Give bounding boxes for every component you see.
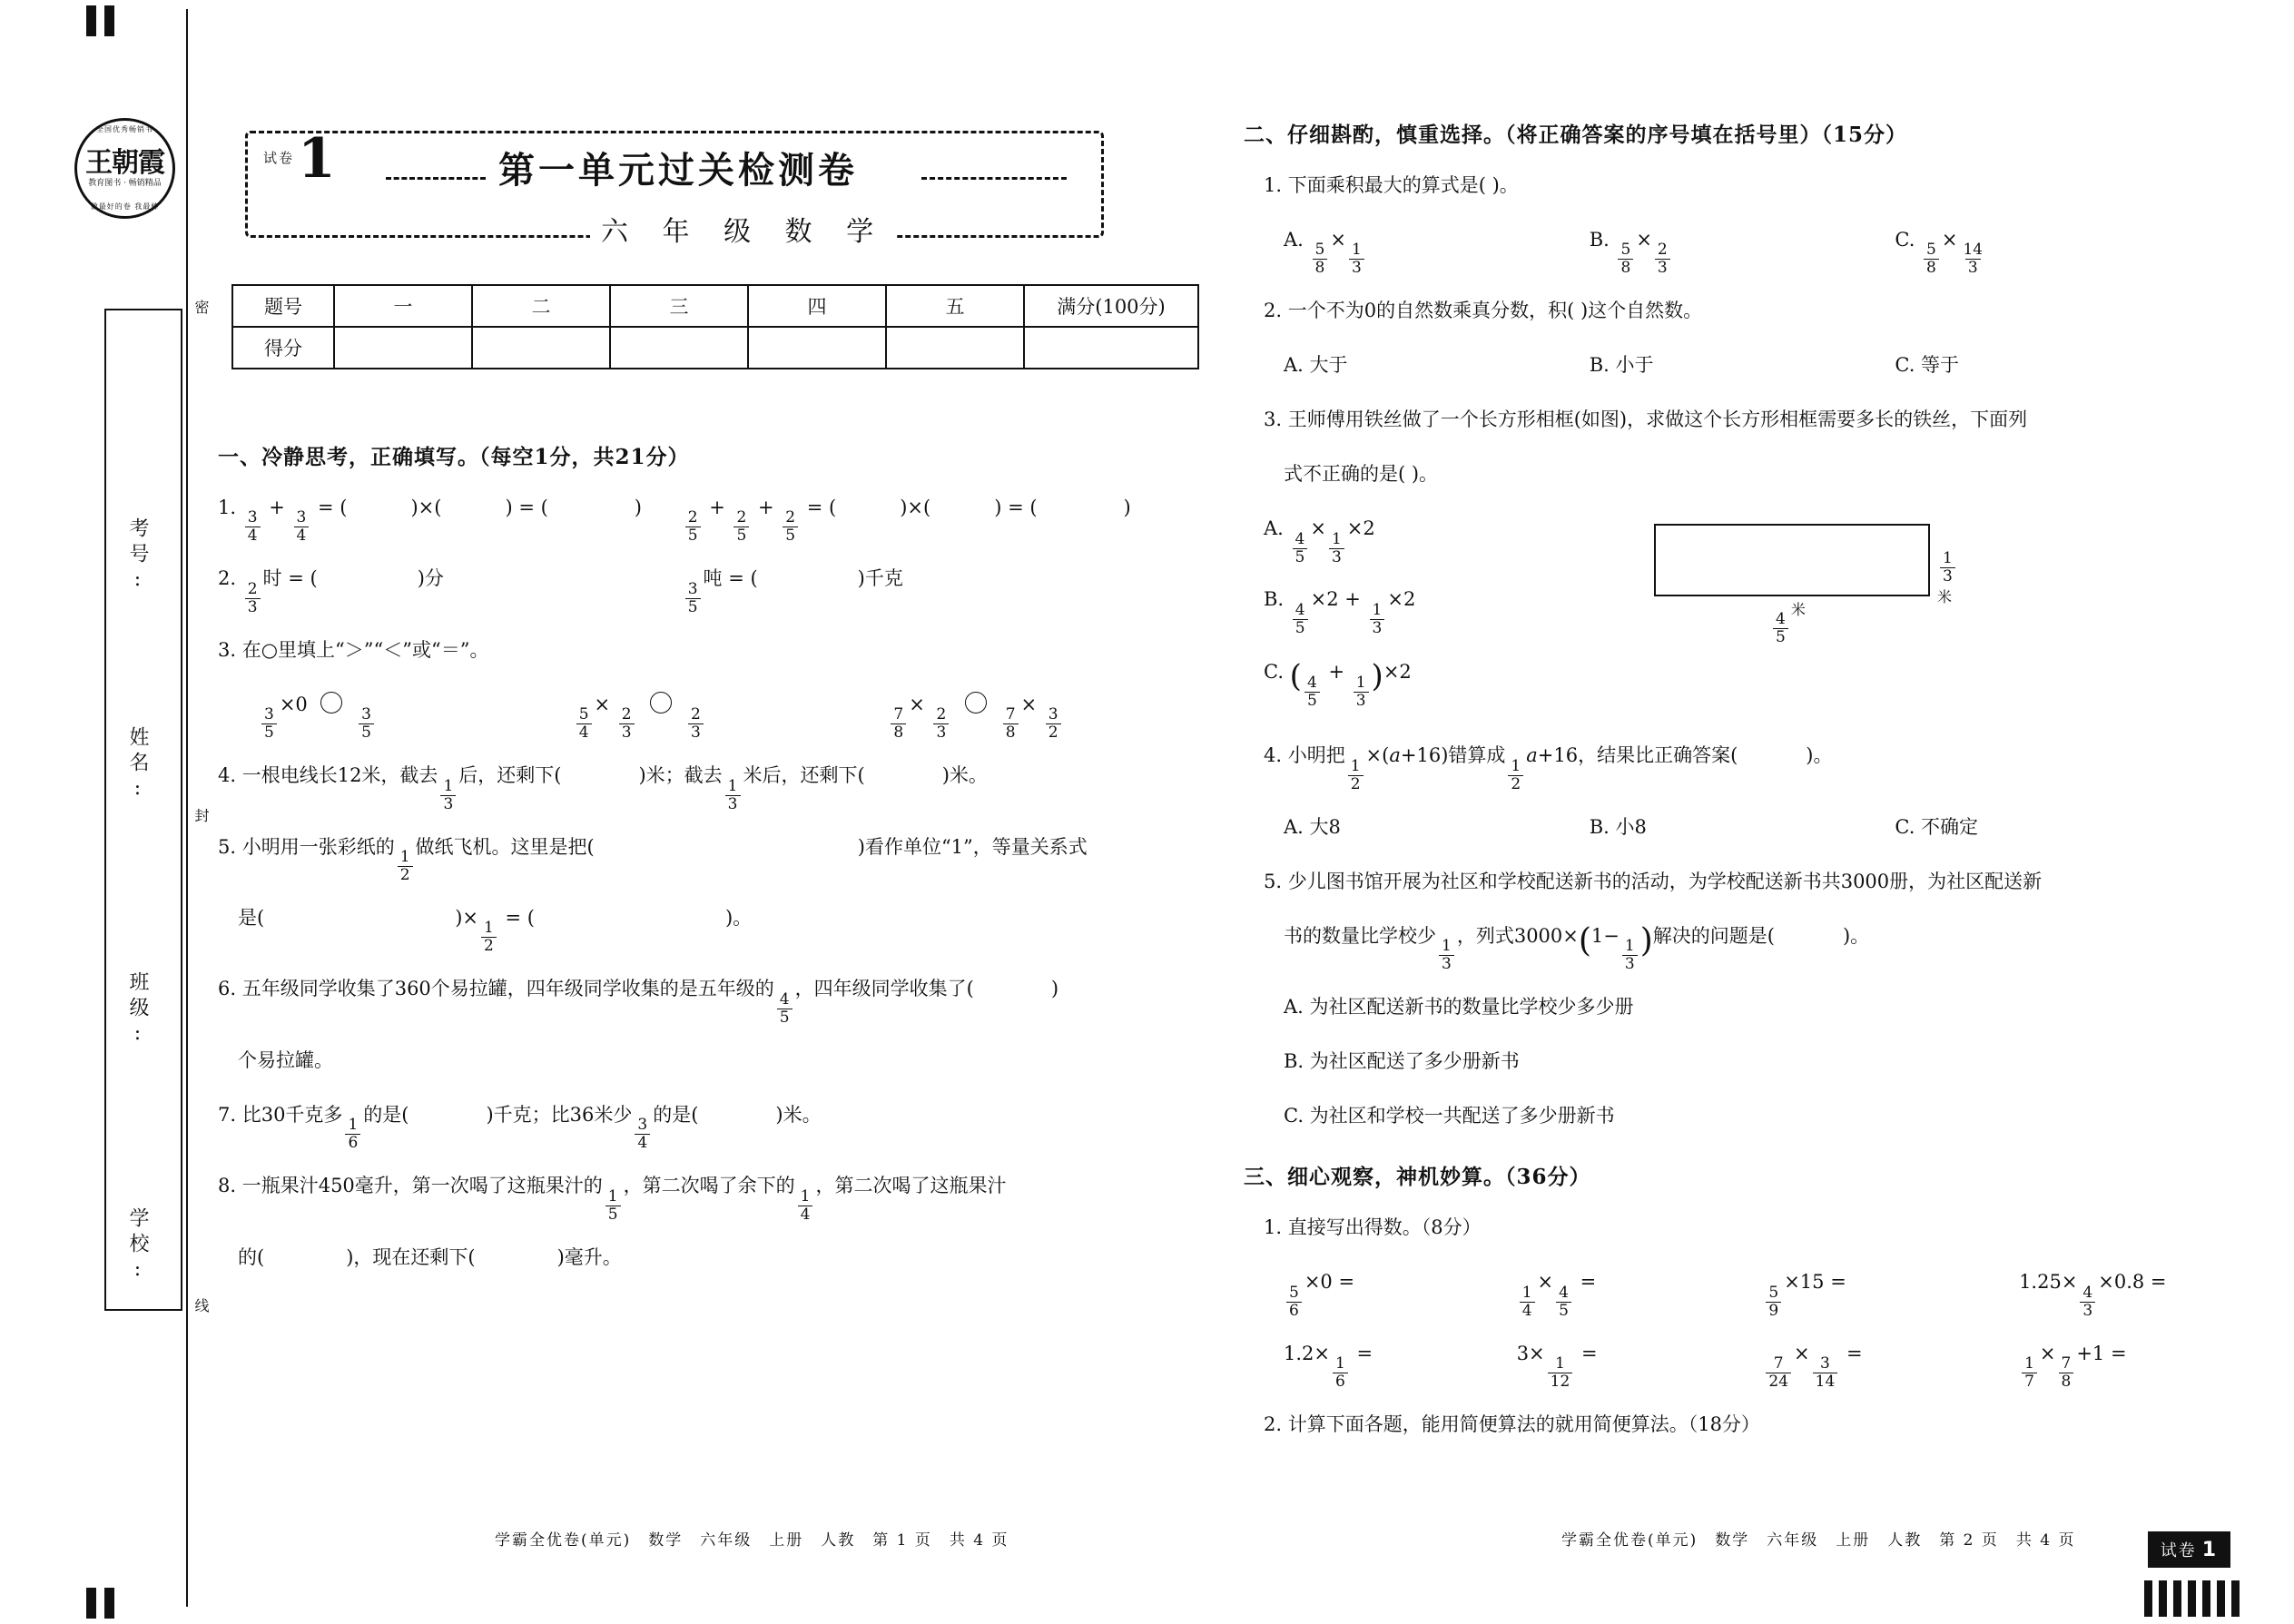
score-row-label: 得分 [232, 327, 334, 369]
page-subtitle: 六 年 级 数 学 [590, 209, 897, 249]
score-header-label: 题号 [232, 285, 334, 327]
s3-row2: 1.2× $\frac{1}{6}$ = 3× $\frac{1}{12}$ = $\frac{7}{24}$ × $\frac{3}{14}$ = $\frac{1}{7}$ × $\frac{7}{8}$ +1 = [1284, 1342, 2127, 1391]
s2-q2-opt-b: B. 小于 [1589, 354, 1654, 377]
s2-q2: 2. 一个不为0的自然数乘真分数，积( )这个自然数。 [1264, 300, 1703, 322]
s2-q4: 4. 小明把 $\frac{1}{2}$ ×(a+16)错算成 $\frac{1}{2}$ a+16，结果比正确答案( )。 [1264, 744, 1833, 793]
s2-q2-opt-a: A. 大于 [1284, 354, 1348, 377]
s1-q6-line1: 6. 五年级同学收集了360个易拉罐，四年级同学收集的是五年级的 $\frac{4}{5}$ ，四年级同学收集了( ) [218, 978, 1059, 1027]
page-tag-number: 1 [2201, 1539, 2218, 1561]
score-header-3: 三 [610, 285, 748, 327]
s1-q5-line2: 是( )× $\frac{1}{2}$ = ( )。 [238, 907, 753, 956]
section-multiple-choice [1244, 118, 2242, 1458]
field-exam-number: 考号: [126, 517, 149, 596]
table-row [232, 285, 1198, 327]
s1-q8-line1: 8. 一瓶果汁450毫升，第一次喝了这瓶果汁的 $\frac{1}{5}$ ，第二次喝了余下的 $\frac{1}{4}$ ，第二次喝了这瓶果汁 [218, 1175, 1007, 1224]
field-school: 学校: [126, 1207, 149, 1286]
s2-q1: 1. 下面乘积最大的算式是( )。 [1264, 174, 1519, 196]
score-header-4: 四 [748, 285, 886, 327]
info-fields-box [104, 309, 182, 1311]
score-header-total: 满分(100分) [1024, 285, 1198, 327]
s1-q5-line1: 5. 小明用一张彩纸的 $\frac{1}{2}$ 做纸飞机。这里是把( )看作单位“1”，等量关系式 [218, 835, 1088, 884]
footer-left: 学霸全优卷(单元) 数学 六年级 上册 人教 第 1 页 共 4 页 [495, 1531, 1009, 1550]
s2-q5-opt-c: C. 为社区和学校一共配送了多少册新书 [1284, 1105, 1615, 1127]
badge-number: 1 [298, 127, 336, 191]
s2-q5-opt-a: A. 为社区配送新书的数量比学校少多少册 [1284, 996, 1634, 1019]
s2-q5-line1: 5. 少儿图书馆开展为社区和学校配送新书的活动，为学校配送新书共3000册，为社区配送新 [1264, 870, 2043, 892]
s2-q4-opt-b: B. 小8 [1589, 815, 1647, 838]
logo-top-text: 全国优秀畅销书 [96, 125, 153, 133]
s3-row1: $\frac{5}{6}$ ×0 = $\frac{1}{4}$ × $\frac{4}{5}$ = $\frac{5}{9}$ ×15 = 1.25× $\frac{4}{3}$ ×0.8 = [1264, 1261, 2242, 1319]
figure-bottom-label: $\frac{4}{5}$ 米 [1770, 598, 1806, 645]
student-info-strip [54, 9, 210, 1607]
s2-q2-options [1264, 344, 2242, 386]
score-header-5: 五 [886, 285, 1024, 327]
s2-q4-options [1264, 806, 2242, 848]
page-tag [2148, 1531, 2230, 1568]
seal-char-feng: 封 [192, 808, 210, 824]
s1-q7: 7. 比30千克多 $\frac{1}{6}$ 的是( )千克；比36米少 $\frac{3}{4}$ 的是( )米。 [218, 1103, 822, 1153]
score-cell-total[interactable] [1024, 327, 1198, 369]
score-header-1: 一 [334, 285, 472, 327]
logo-bottom-text: 做最好的卷 我最棒 [90, 202, 160, 211]
logo-brand: 王朝霞 [85, 147, 164, 180]
s2-q3-opt-a: A. $\frac{4}{5}$ × $\frac{1}{3}$ ×2 [1264, 517, 1375, 566]
s1-q8-line2: 的( )，现在还剩下( )毫升。 [238, 1245, 622, 1268]
logo-sub: 教育图书 · 畅销精品 [88, 178, 162, 188]
s2-q3-options-with-figure [1264, 507, 2242, 734]
s2-q3-line1: 3. 王师傅用铁丝做了一个长方形相框(如图)，求做这个长方形相框需要多长的铁丝，下面列 [1264, 408, 2028, 431]
s2-q4-opt-a: A. 大8 [1284, 815, 1341, 838]
title-dash-left [386, 177, 486, 180]
table-row [232, 327, 1198, 369]
field-name: 姓名: [126, 726, 149, 805]
score-table [231, 284, 1199, 369]
bottom-right-barcode [2144, 1580, 2240, 1617]
s2-q5-opt-b: B. 为社区配送了多少册新书 [1284, 1050, 1520, 1073]
rectangle-figure [1654, 524, 1963, 646]
section3-heading: 三、细心观察，神机妙算。（36分） [1244, 1165, 1591, 1190]
footer-right: 学霸全优卷(单元) 数学 六年级 上册 人教 第 2 页 共 4 页 [1561, 1531, 2076, 1550]
s1-q2: 2. $\frac{2}{3}$ 时 = ( )分 $\frac{3}{5}$ 吨 = ( )千克 [218, 567, 903, 616]
paper-header [245, 109, 1180, 248]
figure-right-label: $\frac{1}{3}$ 米 [1937, 540, 1963, 605]
title-dash-right [921, 177, 1067, 180]
s2-q5-line2: 书的数量比学校少 $\frac{1}{3}$ ，列式3000×(1− $\frac{1}{3}$ )解决的问题是( )。 [1284, 921, 1870, 974]
s2-q1-options: A. $\frac{5}{8}$ × $\frac{1}{3}$ B. $\frac{5}{8}$ × $\frac{2}{3}$ C. $\frac{5}{8}$ × $\frac{14}{3}$ [1284, 229, 1984, 278]
field-class: 班级: [126, 971, 149, 1050]
section-fill-in-blanks [218, 440, 1189, 1291]
s3-q2: 2. 计算下面各题，能用简便算法的就用简便算法。（18分） [1264, 1413, 1760, 1436]
score-cell-1[interactable] [334, 327, 472, 369]
section1-heading: 一、冷静思考，正确填写。（每空1分，共21分） [218, 445, 690, 469]
s1-q4: 4. 一根电线长12米，截去 $\frac{1}{3}$ 后，还剩下( )米；截去 $\frac{1}{3}$ 米后，还剩下( )米。 [218, 764, 988, 813]
seal-char-mi: 密 [192, 300, 210, 316]
s2-q3-opt-b: B. $\frac{4}{5}$ ×2 + $\frac{1}{3}$ ×2 [1264, 588, 1416, 637]
s3-q1: 1. 直接写出得数。（8分） [1264, 1216, 1482, 1239]
badge-word: 试卷 [263, 150, 295, 166]
score-cell-3[interactable] [610, 327, 748, 369]
seal-char-xian: 线 [192, 1298, 210, 1314]
publisher-logo [74, 118, 175, 219]
s1-q1: 1. $\frac{3}{4}$ + $\frac{3}{4}$ = ( )×( ) = ( ) $\frac{2}{5}$ + $\frac{2}{5}$ + $\frac{2}{5}$ = ( )×( ) = ( ) [218, 497, 1131, 546]
s1-q3: 3. 在○里填上“＞”“＜”或“＝”。 [218, 638, 489, 661]
s1-q6-line2: 个易拉罐。 [238, 1048, 333, 1071]
rectangle-shape [1654, 524, 1930, 596]
score-cell-4[interactable] [748, 327, 886, 369]
section2-heading: 二、仔细斟酌，慎重选择。（将正确答案的序号填在括号里）（15分） [1244, 123, 1908, 147]
s2-q3-opt-c: C. ( $\frac{4}{5}$ + $\frac{1}{3}$ )×2 [1264, 658, 1412, 710]
page-title: 第一单元过关检测卷 [486, 142, 871, 193]
page-tag-word: 试卷 [2160, 1541, 2197, 1560]
s2-q3-line2: 式不正确的是( )。 [1284, 463, 1439, 486]
score-cell-2[interactable] [472, 327, 610, 369]
s2-q4-opt-c: C. 不确定 [1895, 815, 1979, 838]
paper-badge [263, 118, 381, 191]
s1-q3-compare: $\frac{3}{5}$ ×0 $\frac{3}{5}$ $\frac{5}{4}$ × $\frac{2}{3}$ $\frac{2}{3}$ $\frac{7}{8}$ × $\frac{2}{3}$ $\frac{7}{8}$ × $\frac{3}{2}$ [218, 684, 1189, 742]
s2-q2-opt-c: C. 等于 [1895, 354, 1960, 377]
score-cell-5[interactable] [886, 327, 1024, 369]
score-header-2: 二 [472, 285, 610, 327]
